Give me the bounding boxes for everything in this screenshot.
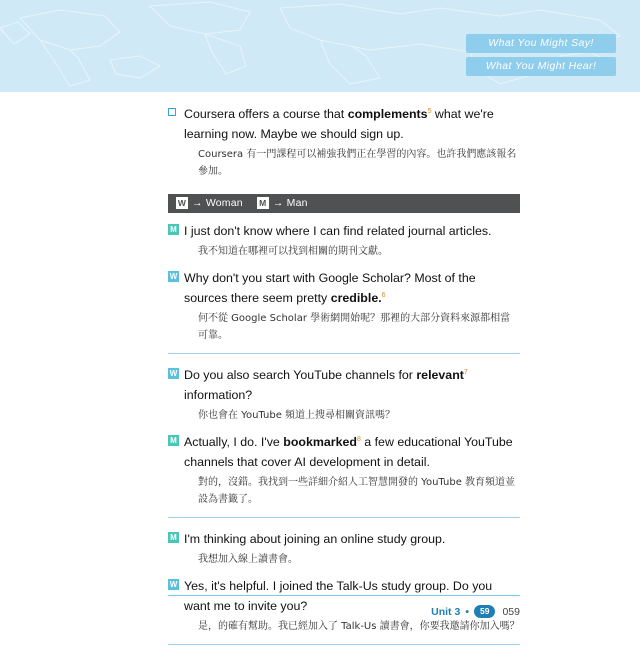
woman-tag-icon: W [177, 198, 187, 208]
intro-english [184, 104, 520, 144]
tab-what-you-might-hear[interactable]: What You Might Hear! [466, 57, 616, 76]
intro-superscript: 5 [427, 107, 432, 115]
turn-english [184, 221, 520, 241]
dialogue-group [168, 221, 520, 354]
dialogue-turn [168, 365, 520, 424]
turn-english-pre: Why don't you start with Google Scholar? Most of the sources there seem pretty [184, 271, 476, 305]
speaker-tag-icon: W [169, 272, 178, 281]
legend-man [257, 197, 308, 209]
header-band [0, 0, 640, 92]
unit-label: Unit 3 [431, 605, 461, 618]
checkbox-icon[interactable] [168, 108, 176, 116]
intro-block [168, 104, 520, 180]
turn-superscript: 6 [381, 291, 386, 299]
turn-chinese: 對的，沒錯。我找到一些詳細介紹人工智慧開發的 YouTube 教育頻道並設為書籤了。 [198, 477, 516, 505]
dialogue-turn [168, 529, 520, 568]
speaker-legend-bar [168, 194, 520, 213]
legend-man-label: → Man [272, 197, 308, 209]
page-number: 059 [502, 605, 520, 618]
intro-chinese: Coursera 有一門課程可以補強我們正在學習的內容。也許我們應該報名參加。 [198, 149, 517, 177]
intro-english-pre: Coursera offers a course that [184, 107, 348, 121]
dialogue-group [168, 529, 520, 645]
turn-english [184, 268, 520, 308]
header-tabs [416, 34, 616, 76]
dialogue-group [168, 365, 520, 518]
footer-divider [168, 595, 520, 596]
footer-unit-info [431, 605, 520, 618]
legend-woman-label: → Woman [192, 197, 243, 209]
turn-chinese: 何不從 Google Scholar 學術網開始呢？那裡的大部分資料來源都相當可靠。 [198, 313, 511, 341]
speaker-tag-icon: M [168, 435, 179, 446]
turn-chinese: 你也會在 YouTube 頻道上搜尋相關資訊嗎？ [198, 410, 396, 421]
turn-chinese: 是，的確有幫助。我已經加入了 Talk-Us 讀書會，你要我邀請你加入嗎？ [198, 621, 520, 632]
turn-english [184, 432, 520, 472]
turn-english [184, 529, 520, 549]
turn-superscript: 7 [463, 368, 468, 376]
intro-lines [184, 104, 520, 180]
turn-english-post: a few educational YouTube channels that cover AI development in detail. [184, 435, 513, 469]
turn-chinese: 我不知道在哪裡可以找到相關的期刊文獻。 [198, 246, 388, 257]
speaker-tag-icon: W [169, 580, 178, 589]
legend-woman [176, 197, 243, 209]
audio-track-badge: 59 [474, 605, 495, 618]
turn-english-pre: Actually, I do. I've [184, 435, 284, 449]
intro-english-post: what we're learning now. Maybe we should sign up. [184, 107, 494, 141]
dialogue-turn [168, 268, 520, 344]
content-column [168, 104, 520, 656]
turn-english-bold: credible. [330, 291, 382, 305]
turn-english-post: information? [184, 388, 253, 402]
intro-english-bold: complements [347, 107, 428, 121]
tab-what-you-might-say[interactable]: What You Might Say! [466, 34, 616, 53]
speaker-tag-icon: M [168, 224, 179, 235]
speaker-tag-icon: M [168, 532, 179, 543]
dialogue-turn [168, 432, 520, 508]
turn-english-pre: Do you also search YouTube channels for [184, 368, 417, 382]
dialogue-turn [168, 221, 520, 260]
turn-english [184, 365, 520, 405]
turn-english-bold: bookmarked [283, 435, 357, 449]
turn-chinese: 我想加入線上讀書會。 [198, 554, 298, 565]
turn-superscript: 8 [356, 435, 361, 443]
turn-english-bold: relevant [416, 368, 464, 382]
turn-english-pre: Yes, it's helpful. I joined the Talk-Us study group. Do you want me to invite you? [184, 579, 493, 613]
man-tag-icon: M [257, 197, 269, 209]
speaker-tag-icon: W [169, 369, 178, 378]
turn-english-pre: I'm thinking about joining an online study group. [184, 532, 446, 546]
page-body [0, 92, 640, 640]
footer-separator: • [465, 605, 469, 618]
turn-english-pre: I just don't know where I can find related journal articles. [184, 224, 492, 238]
